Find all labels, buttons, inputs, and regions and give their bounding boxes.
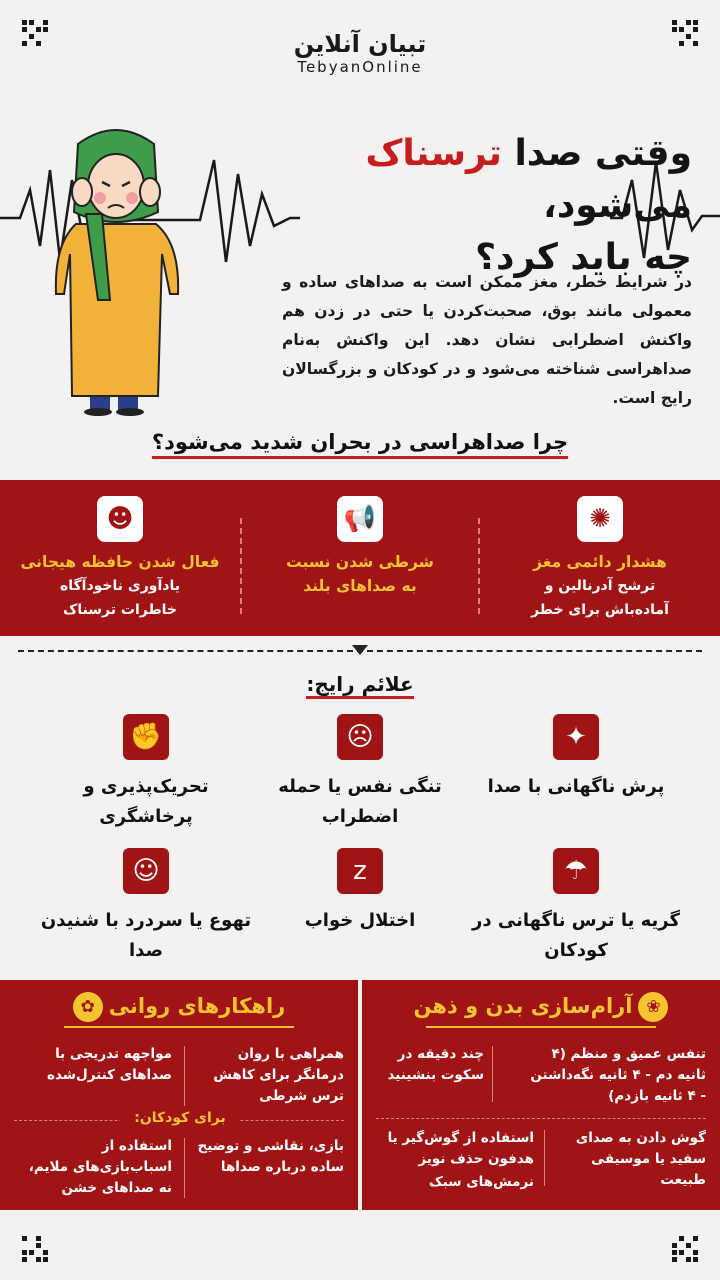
divider: [184, 1138, 185, 1198]
psych-tip: مواجهه تدریجی با صداهای کنترل‌شده: [46, 1046, 172, 1083]
brain-icon: ✺: [577, 496, 623, 542]
brand-logo: [270, 30, 450, 76]
logo-persian: تبیان آنلاین: [293, 30, 427, 58]
panel-divider: [358, 980, 362, 1210]
reason-item: [480, 480, 720, 636]
symptom-item: [36, 848, 256, 966]
girl-covering-ears-illustration: [46, 124, 196, 416]
nausea-icon: ☺: [123, 848, 169, 894]
symptom-label: اختلال خواب: [304, 910, 416, 931]
symptom-item: [36, 714, 256, 832]
reason-heading: شرطی شدن نسبت: [286, 553, 434, 571]
relax-heading-text: آرام‌سازی بدن و ذهن: [413, 994, 633, 1018]
brain-plant-icon: ✿: [73, 992, 103, 1022]
relax-tip: استفاده از گوش‌گیر یا هدفون حذف نویز: [387, 1130, 534, 1167]
relax-tip: نرمش‌های سبک: [428, 1174, 534, 1190]
cry-icon: ☂: [553, 848, 599, 894]
intro-paragraph: در شرایط خطر، مغز ممکن است به صداهای ساده و معمولی مانند بوق، صحبت‌کردن یا حتی در زدن هم واکنش اضطرابی نشان دهد. این واکنش به‌نام صداهراسی شناخته می‌شود و در کودکان و بزرگسالان رایج است.: [282, 273, 692, 407]
title-line-2: چه باید کرد؟: [475, 237, 692, 278]
title-highlight: ترسناک: [365, 133, 502, 174]
symptom-item: [250, 848, 470, 936]
megaphone-icon: 📢: [337, 496, 383, 542]
sleep-icon: z: [337, 848, 383, 894]
irritability-icon: ✊: [123, 714, 169, 760]
psych-tip: همراهی با روان درمانگر برای کاهش ترس شرطی: [213, 1046, 344, 1104]
relax-tip: چند دقیقه در سکوت بنشینید: [387, 1046, 484, 1083]
reason-heading: هشدار دائمی مغز: [533, 553, 667, 571]
head-memory-icon: ☻: [97, 496, 143, 542]
symptoms-heading-text: علائم رایج:: [306, 672, 413, 699]
why-reasons-band: [0, 480, 720, 636]
breath-icon: ☹: [337, 714, 383, 760]
reason-desc: خاطرات ترسناک: [62, 602, 178, 618]
corner-dots-top-left: [22, 20, 48, 46]
logo-english: TebyanOnline: [297, 58, 423, 76]
heading-underline: [426, 1026, 656, 1028]
psych-heading: [0, 992, 358, 1028]
divider: [240, 518, 242, 614]
relax-heading: [362, 992, 720, 1028]
symptom-label: گریه یا ترس ناگهانی در کودکان: [472, 910, 680, 961]
lotus-icon: ❀: [638, 992, 668, 1022]
reason-desc: به صداهای بلند: [303, 577, 417, 595]
reason-item: [240, 480, 480, 636]
relax-tip: تنفس عمیق و منظم (۴ ثانیه دم - ۴ ثانیه نگه‌داشتن - ۴ ثانیه بازدم): [530, 1046, 706, 1104]
symptom-item: [466, 848, 686, 966]
kids-tip: بازی، نقاشی و توضیح ساده درباره صداها: [197, 1138, 344, 1175]
symptom-label: تحریک‌پذیری و پرخاشگری: [83, 776, 209, 827]
divider: [544, 1130, 545, 1186]
title-part-1: وقتی صدا: [501, 133, 692, 174]
relax-panel: [362, 980, 720, 1210]
divider: [376, 1118, 706, 1119]
symptoms-heading: [0, 672, 720, 696]
symptom-label: پرش ناگهانی با صدا: [487, 776, 665, 797]
psych-panel: [0, 980, 358, 1210]
psych-heading-text: راهکارهای روانی: [108, 994, 286, 1018]
reason-desc: آماده‌باش برای خطر: [531, 602, 669, 618]
symptom-label: تهوع یا سردرد با شنیدن صدا: [40, 910, 252, 961]
corner-dots-bottom-right: [672, 1236, 698, 1262]
page-title: [272, 128, 692, 284]
reason-desc: یادآوری ناخودآگاه: [60, 578, 180, 594]
jump-icon: ✦: [553, 714, 599, 760]
title-part-2: می‌شود،: [543, 185, 692, 226]
relax-tip: گوش دادن به صدای سفید یا موسیقی طبیعت: [575, 1130, 706, 1188]
kids-tip: استفاده از اسباب‌بازی‌های ملایم، نه صداهای خشن: [28, 1138, 172, 1196]
corner-dots-bottom-left: [22, 1236, 48, 1262]
divider: [184, 1046, 185, 1106]
heading-underline: [64, 1026, 294, 1028]
kids-label: برای کودکان:: [120, 1110, 240, 1126]
divider: [492, 1046, 493, 1102]
why-heading: [0, 430, 720, 454]
symptom-item: [466, 714, 686, 802]
symptom-label: تنگی نفس یا حمله اضطراب: [278, 776, 442, 827]
corner-dots-top-right: [672, 20, 698, 46]
reason-item: [0, 480, 240, 636]
reason-desc: ترشح آدرنالین و: [544, 578, 656, 594]
arrow-down-icon: [352, 645, 368, 655]
why-heading-text: چرا صداهراسی در بحران شدید می‌شود؟: [152, 430, 568, 459]
symptom-item: [250, 714, 470, 832]
reason-heading: فعال شدن حافظه هیجانی: [20, 553, 220, 571]
